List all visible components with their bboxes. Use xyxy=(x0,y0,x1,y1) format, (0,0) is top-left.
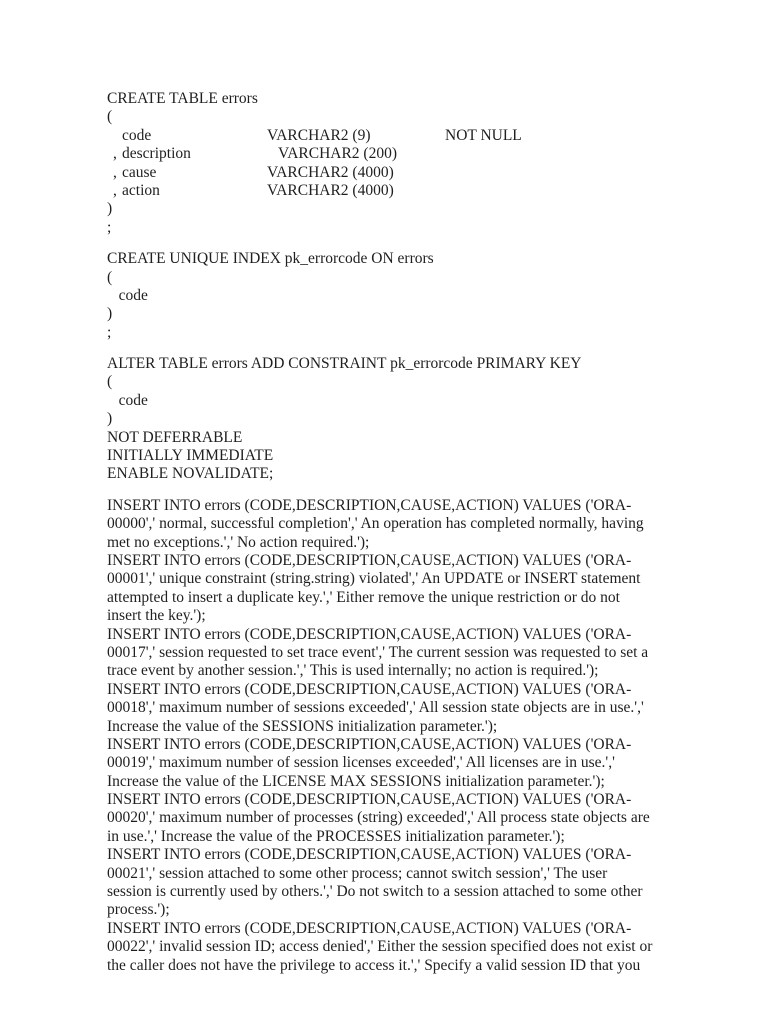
column-name: cause xyxy=(122,163,157,181)
sql-line: the caller does not have the privilege to access it.',' Specify a valid session ID that you xyxy=(107,956,641,974)
column-type: VARCHAR2 (4000) xyxy=(267,181,394,199)
column-type: VARCHAR2 (200) xyxy=(278,145,397,163)
sql-line: INSERT INTO errors (CODE,DESCRIPTION,CAUSE,ACTION) VALUES ('ORA- xyxy=(107,791,632,809)
column-type: VARCHAR2 (9) xyxy=(267,126,371,144)
comma-prefix: , xyxy=(113,145,117,163)
sql-line: ( xyxy=(107,268,113,286)
sql-line: ENABLE NOVALIDATE; xyxy=(107,465,274,483)
sql-line: NOT DEFERRABLE xyxy=(107,428,243,446)
sql-line: ; xyxy=(107,323,112,341)
close-paren-line: ) xyxy=(107,200,113,218)
sql-line: 00019',' maximum number of session licenses exceeded',' All licenses are in use.',' xyxy=(107,754,615,772)
sql-line: met no exceptions.',' No action required.'); xyxy=(107,533,370,551)
create-index-statement xyxy=(107,250,727,342)
sql-line: ) xyxy=(107,410,113,428)
insert-statement xyxy=(107,552,727,626)
sql-line: session is currently used by others.',' Do not switch to a session attached to some other xyxy=(107,883,643,901)
comma-prefix: , xyxy=(113,163,117,181)
open-paren-line: ( xyxy=(107,108,113,126)
sql-line: process.'); xyxy=(107,901,170,919)
column-name: action xyxy=(122,181,160,199)
column-def-row xyxy=(107,127,727,145)
sql-line: INSERT INTO errors (CODE,DESCRIPTION,CAUSE,ACTION) VALUES ('ORA- xyxy=(107,680,632,698)
sql-line: in use.',' Increase the value of the PROCESSES initialization parameter.'); xyxy=(107,827,565,845)
create-table-statement xyxy=(107,90,727,237)
sql-line: INSERT INTO errors (CODE,DESCRIPTION,CAUSE,ACTION) VALUES ('ORA- xyxy=(107,735,632,753)
sql-line: insert the key.'); xyxy=(107,607,206,625)
column-constraint: NOT NULL xyxy=(445,126,522,144)
sql-line: code xyxy=(107,286,148,304)
sql-line: CREATE TABLE errors xyxy=(107,90,258,107)
statement-terminator: ; xyxy=(107,218,112,236)
sql-script-text xyxy=(107,90,727,975)
insert-statement xyxy=(107,736,727,791)
sql-line: ( xyxy=(107,373,113,391)
sql-line: Increase the value of the SESSIONS initialization parameter.'); xyxy=(107,717,498,735)
insert-statement xyxy=(107,920,727,975)
alter-table-statement xyxy=(107,355,727,484)
sql-line: CREATE UNIQUE INDEX pk_errorcode ON errors xyxy=(107,250,434,268)
sql-line: INSERT INTO errors (CODE,DESCRIPTION,CAUSE,ACTION) VALUES ('ORA- xyxy=(107,551,632,569)
sql-line: 00001',' unique constraint (string.string) violated',' An UPDATE or INSERT statement xyxy=(107,570,641,588)
insert-statements xyxy=(107,497,727,975)
insert-statement xyxy=(107,497,727,552)
sql-line: INSERT INTO errors (CODE,DESCRIPTION,CAUSE,ACTION) VALUES ('ORA- xyxy=(107,496,632,514)
insert-statement xyxy=(107,791,727,846)
sql-line: ) xyxy=(107,305,113,323)
sql-line: Increase the value of the LICENSE MAX SESSIONS initialization parameter.'); xyxy=(107,772,605,790)
sql-line: INSERT INTO errors (CODE,DESCRIPTION,CAUSE,ACTION) VALUES ('ORA- xyxy=(107,846,632,864)
sql-line: 00000',' normal, successful completion',' An operation has completed normally, having xyxy=(107,515,644,533)
sql-line: trace event by another session.',' This is used internally; no action is required.'); xyxy=(107,662,599,680)
sql-line: 00021',' session attached to some other process; cannot switch session',' The user xyxy=(107,864,608,882)
insert-statement xyxy=(107,626,727,681)
column-name: description xyxy=(122,145,191,163)
sql-line: INSERT INTO errors (CODE,DESCRIPTION,CAUSE,ACTION) VALUES ('ORA- xyxy=(107,919,632,937)
sql-line: 00017',' session requested to set trace event',' The current session was requested to set a xyxy=(107,643,649,661)
column-type: VARCHAR2 (4000) xyxy=(267,163,394,181)
sql-line: 00020',' maximum number of processes (string) exceeded',' All process state objects are xyxy=(107,809,650,827)
column-def-row xyxy=(107,145,727,163)
sql-line: ALTER TABLE errors ADD CONSTRAINT pk_errorcode PRIMARY KEY xyxy=(107,355,582,373)
column-name: code xyxy=(122,126,152,144)
sql-line: 00022',' invalid session ID; access denied',' Either the session specified does not exist or xyxy=(107,938,653,956)
column-def-row xyxy=(107,164,727,182)
sql-line: attempted to insert a duplicate key.',' Either remove the unique restriction or do not xyxy=(107,588,620,606)
column-definitions xyxy=(107,127,727,201)
insert-statement xyxy=(107,681,727,736)
column-def-row xyxy=(107,182,727,200)
sql-line: code xyxy=(107,391,148,409)
comma-prefix: , xyxy=(113,181,117,199)
insert-statement xyxy=(107,846,727,920)
sql-line: INITIALLY IMMEDIATE xyxy=(107,447,274,465)
sql-line: INSERT INTO errors (CODE,DESCRIPTION,CAUSE,ACTION) VALUES ('ORA- xyxy=(107,625,632,643)
sql-line: 00018',' maximum number of sessions exceeded',' All session state objects are in use.',' xyxy=(107,699,644,717)
